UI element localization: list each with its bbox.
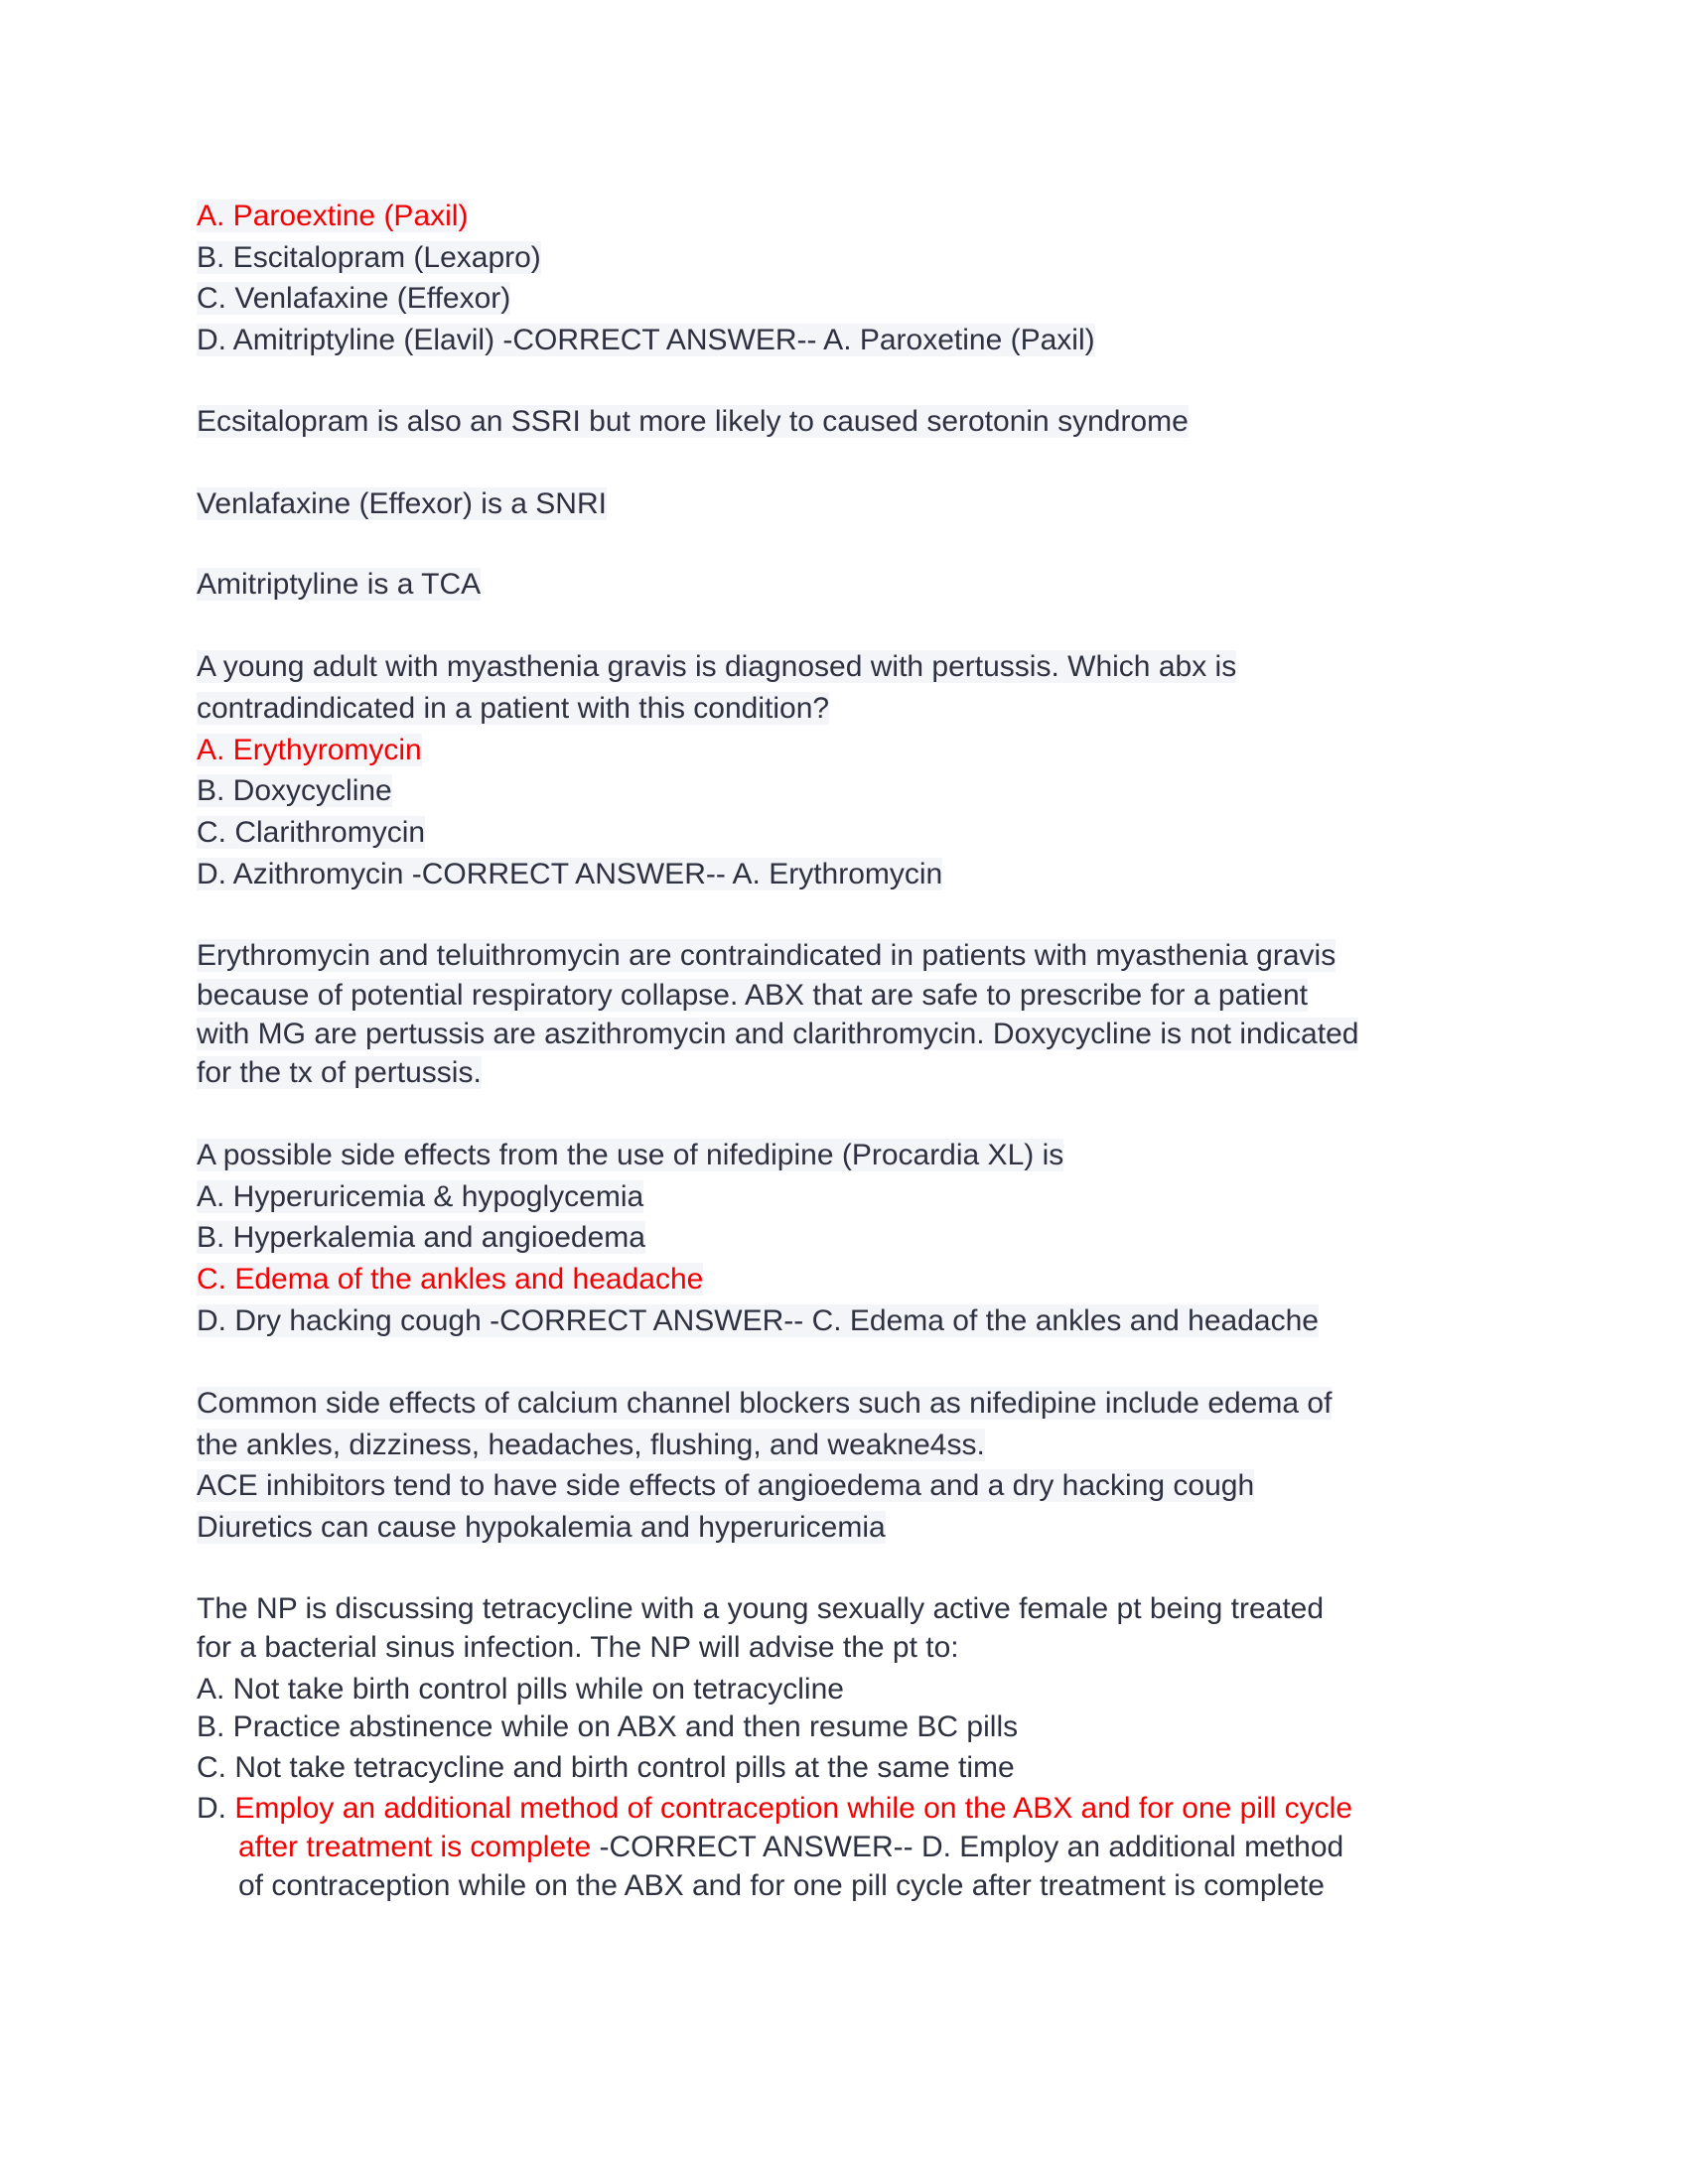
text-line: [197, 564, 481, 606]
text-line: [197, 688, 829, 730]
text-line: [197, 196, 468, 237]
text-segment: Erythromycin and teluithromycin are contraindicated in patients with myasthenia gravis: [197, 939, 1336, 972]
text-line: [197, 1706, 1018, 1748]
correct-answer-text: A. Erythyromycin: [197, 734, 422, 766]
text-segment: Diuretics can cause hypokalemia and hyperuricemia: [197, 1511, 886, 1544]
text-segment: C. Venlafaxine (Effexor): [197, 282, 511, 315]
text-segment: The NP is discussing tetracycline with a young sexually active female pt being treated: [197, 1592, 1325, 1625]
text-segment: ACE inhibitors tend to have side effects of angioedema and a dry hacking cough: [197, 1469, 1255, 1502]
correct-answer-text: A. Paroextine (Paxil): [197, 200, 469, 232]
text-line: [197, 646, 1236, 688]
text-segment: the ankles, dizziness, headaches, flushing, and weakne4ss.: [197, 1429, 985, 1461]
text-segment: C. Not take tetracycline and birth control pills at the same time: [197, 1751, 1015, 1784]
text-line: [197, 1507, 886, 1549]
correct-answer-text: Employ an additional method of contraception while on the ABX and for one pill cycle: [234, 1792, 1353, 1825]
correct-answer-text: C. Edema of the ankles and headache: [197, 1263, 704, 1296]
text-segment: A. Hyperuricemia & hypoglycemia: [197, 1180, 644, 1213]
text-line: [197, 1425, 985, 1466]
text-segment: Common side effects of calcium channel blockers such as nifedipine include edema of: [197, 1387, 1333, 1420]
correct-answer-text: after treatment is complete: [238, 1831, 592, 1863]
text-segment: for the tx of pertussis.: [197, 1056, 482, 1089]
text-line: [197, 975, 1308, 1017]
text-line: [238, 1865, 1325, 1907]
text-line: [197, 1135, 1063, 1176]
text-segment: C. Clarithromycin: [197, 816, 426, 849]
text-line: [197, 1176, 643, 1218]
text-segment: D. Azithromycin -CORRECT ANSWER-- A. Erythromycin: [197, 858, 943, 890]
text-line: [197, 1627, 959, 1669]
text-line: [197, 1217, 645, 1259]
text-segment: A. Not take birth control pills while on tetracycline: [197, 1673, 844, 1706]
text-line: [197, 483, 607, 525]
text-line: [197, 935, 1336, 977]
text-segment: D. Dry hacking cough -CORRECT ANSWER-- C. Edema of the ankles and headache: [197, 1304, 1319, 1337]
text-line: [197, 730, 422, 771]
text-segment: contradindicated in a patient with this condition?: [197, 692, 830, 725]
text-segment: Amitriptyline is a TCA: [197, 568, 482, 601]
text-segment: -CORRECT ANSWER-- D. Employ an additional method: [591, 1831, 1344, 1863]
text-segment: of contraception while on the ABX and for one pill cycle after treatment is complete: [238, 1869, 1325, 1902]
text-line: [238, 1827, 1343, 1868]
text-line: [197, 401, 1189, 443]
text-line: [197, 1300, 1319, 1342]
text-line: [197, 1383, 1332, 1425]
text-segment: B. Doxycycline: [197, 774, 392, 807]
text-segment: A possible side effects from the use of nifedipine (Procardia XL) is: [197, 1139, 1064, 1171]
text-segment: Venlafaxine (Effexor) is a SNRI: [197, 487, 607, 520]
text-segment: with MG are pertussis are aszithromycin and clarithromycin. Doxycycline is not indicated: [197, 1018, 1359, 1050]
text-line: [197, 854, 942, 895]
text-segment: D. Amitriptyline (Elavil) -CORRECT ANSWER-- A. Paroxetine (Paxil): [197, 324, 1095, 356]
text-line: [197, 1014, 1358, 1055]
text-segment: D.: [197, 1792, 235, 1825]
text-segment: B. Hyperkalemia and angioedema: [197, 1221, 645, 1254]
text-line: [197, 1788, 1352, 1830]
text-line: [197, 1259, 703, 1300]
text-line: [197, 1747, 1015, 1789]
text-line: [197, 812, 425, 854]
text-line: [197, 320, 1095, 361]
text-segment: Ecsitalopram is also an SSRI but more likely to caused serotonin syndrome: [197, 405, 1189, 438]
text-line: [197, 770, 392, 812]
text-line: [197, 1669, 844, 1710]
text-line: [197, 237, 541, 279]
text-line: [197, 278, 510, 320]
text-segment: for a bacterial sinus infection. The NP will advise the pt to:: [197, 1631, 959, 1664]
text-line: [197, 1052, 482, 1094]
text-segment: because of potential respiratory collapse. ABX that are safe to prescribe for a patient: [197, 979, 1308, 1012]
text-segment: B. Escitalopram (Lexapro): [197, 241, 541, 274]
text-segment: B. Practice abstinence while on ABX and then resume BC pills: [197, 1710, 1019, 1743]
text-line: [197, 1465, 1254, 1507]
text-line: [197, 1588, 1324, 1630]
text-segment: A young adult with myasthenia gravis is diagnosed with pertussis. Which abx is: [197, 650, 1237, 683]
